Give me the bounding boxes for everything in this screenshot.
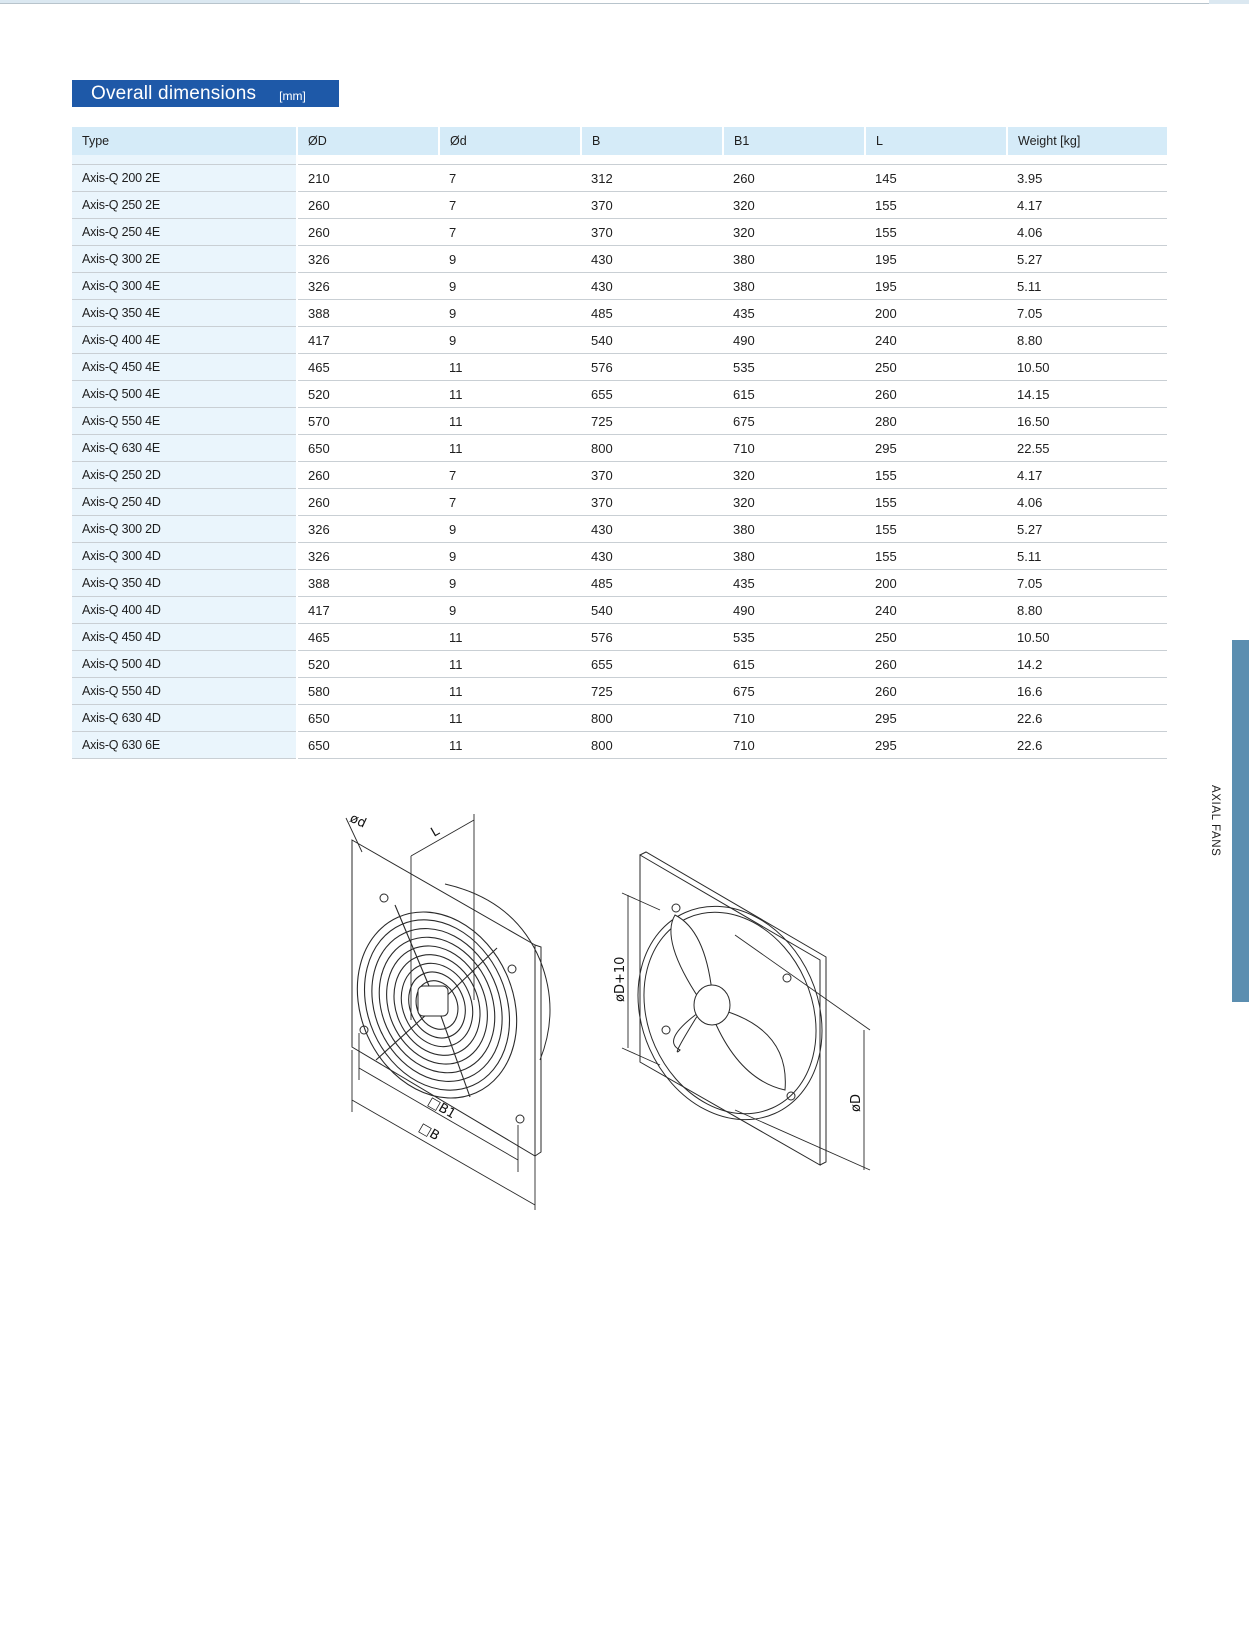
type-cell: Axis-Q 300 4E [72,273,297,300]
value-cell: 280 [865,408,1007,435]
section-title-unit: [mm] [279,89,306,103]
value-cell: 9 [439,327,581,354]
value-cell: 485 [581,570,723,597]
value-cell: 295 [865,435,1007,462]
value-cell: 388 [297,570,439,597]
table-row [72,354,1167,381]
value-cell: 650 [297,435,439,462]
value-cell: 570 [297,408,439,435]
value-cell: 155 [865,462,1007,489]
value-cell: 295 [865,732,1007,759]
type-cell: Axis-Q 250 2E [72,192,297,219]
value-cell: 430 [581,246,723,273]
value-cell: 9 [439,570,581,597]
type-cell: Axis-Q 250 2D [72,462,297,489]
value-cell: 260 [865,678,1007,705]
value-cell: 800 [581,435,723,462]
table-row [72,705,1167,732]
value-cell: 240 [865,597,1007,624]
column-header: L [865,127,1007,155]
rear-mount-hole-2 [783,974,791,982]
value-cell: 260 [723,165,865,192]
column-header: B [581,127,723,155]
type-cell: Axis-Q 500 4E [72,381,297,408]
value-cell: 260 [865,651,1007,678]
value-cell: 22.6 [1007,732,1167,759]
value-cell: 7 [439,192,581,219]
value-cell: 9 [439,543,581,570]
type-cell: Axis-Q 630 4D [72,705,297,732]
value-cell: 7 [439,165,581,192]
type-cell: Axis-Q 500 4D [72,651,297,678]
value-cell: 417 [297,327,439,354]
value-cell: 7.05 [1007,570,1167,597]
value-cell: 540 [581,597,723,624]
value-cell: 4.06 [1007,489,1167,516]
label-L: L [428,823,443,841]
value-cell: 576 [581,354,723,381]
value-cell: 5.11 [1007,543,1167,570]
value-cell: 380 [723,246,865,273]
type-cell: Axis-Q 450 4E [72,354,297,381]
value-cell: 260 [297,489,439,516]
value-cell: 520 [297,651,439,678]
value-cell: 195 [865,246,1007,273]
blade-2 [714,1010,785,1090]
value-cell: 490 [723,597,865,624]
value-cell: 388 [297,300,439,327]
type-cell: Axis-Q 630 6E [72,732,297,759]
value-cell: 11 [439,354,581,381]
side-tab [1232,640,1249,1002]
value-cell: 4.17 [1007,462,1167,489]
value-cell: 11 [439,678,581,705]
value-cell: 430 [581,273,723,300]
table-row [72,219,1167,246]
rear-mount-hole-1 [672,904,680,912]
value-cell: 326 [297,543,439,570]
table-row [72,462,1167,489]
value-cell: 370 [581,219,723,246]
value-cell: 710 [723,705,865,732]
value-cell: 580 [297,678,439,705]
table-row [72,678,1167,705]
value-cell: 655 [581,651,723,678]
value-cell: 155 [865,543,1007,570]
table-row [72,435,1167,462]
value-cell: 380 [723,516,865,543]
value-cell: 417 [297,597,439,624]
value-cell: 320 [723,462,865,489]
value-cell: 370 [581,462,723,489]
value-cell: 320 [723,489,865,516]
value-cell: 435 [723,570,865,597]
value-cell: 370 [581,192,723,219]
top-tab-right [1209,0,1249,4]
fan-dimension-drawing [330,810,890,1210]
column-header: B1 [723,127,865,155]
label-D-plus-10: øD+10 [613,956,628,1002]
value-cell: 11 [439,435,581,462]
value-cell: 320 [723,219,865,246]
value-cell: 326 [297,516,439,543]
value-cell: 11 [439,651,581,678]
table-row [72,381,1167,408]
type-cell: Axis-Q 350 4E [72,300,297,327]
dimensions-table [72,127,1167,759]
mount-hole-bottom-right [516,1115,524,1123]
table-row [72,489,1167,516]
value-cell: 7.05 [1007,300,1167,327]
value-cell: 195 [865,273,1007,300]
table-row [72,732,1167,759]
column-header: Weight [kg] [1007,127,1167,155]
value-cell: 725 [581,408,723,435]
type-cell: Axis-Q 300 2D [72,516,297,543]
value-cell: 260 [297,462,439,489]
value-cell: 5.11 [1007,273,1167,300]
value-cell: 250 [865,354,1007,381]
value-cell: 200 [865,300,1007,327]
value-cell: 465 [297,624,439,651]
mount-hole-top-left [380,894,388,902]
type-cell: Axis-Q 400 4D [72,597,297,624]
value-cell: 540 [581,327,723,354]
value-cell: 4.06 [1007,219,1167,246]
value-cell: 710 [723,732,865,759]
value-cell: 465 [297,354,439,381]
type-cell: Axis-Q 450 4D [72,624,297,651]
value-cell: 615 [723,651,865,678]
value-cell: 260 [297,219,439,246]
label-D: øD [849,1094,864,1112]
table-row [72,624,1167,651]
value-cell: 520 [297,381,439,408]
value-cell: 155 [865,516,1007,543]
rear-hub [694,985,730,1025]
table-row [72,597,1167,624]
table-row [72,273,1167,300]
value-cell: 370 [581,489,723,516]
column-header: Type [72,127,297,155]
value-cell: 22.55 [1007,435,1167,462]
value-cell: 380 [723,543,865,570]
value-cell: 240 [865,327,1007,354]
rear-mount-hole-4 [662,1026,670,1034]
value-cell: 430 [581,516,723,543]
value-cell: 320 [723,192,865,219]
value-cell: 435 [723,300,865,327]
value-cell: 11 [439,381,581,408]
value-cell: 11 [439,732,581,759]
value-cell: 535 [723,624,865,651]
value-cell: 10.50 [1007,354,1167,381]
table-row [72,327,1167,354]
value-cell: 9 [439,516,581,543]
value-cell: 155 [865,219,1007,246]
value-cell: 16.50 [1007,408,1167,435]
value-cell: 576 [581,624,723,651]
value-cell: 800 [581,705,723,732]
value-cell: 7 [439,219,581,246]
table-row [72,543,1167,570]
type-cell: Axis-Q 550 4D [72,678,297,705]
type-cell: Axis-Q 250 4E [72,219,297,246]
section-title-text: Overall dimensions [91,82,257,104]
value-cell: 7 [439,489,581,516]
type-cell: Axis-Q 300 2E [72,246,297,273]
value-cell: 490 [723,327,865,354]
value-cell: 8.80 [1007,327,1167,354]
value-cell: 11 [439,624,581,651]
value-cell: 725 [581,678,723,705]
type-cell: Axis-Q 550 4E [72,408,297,435]
value-cell: 8.80 [1007,597,1167,624]
side-tab-label: AXIAL FANS [1209,785,1221,857]
value-cell: 312 [581,165,723,192]
value-cell: 14.15 [1007,381,1167,408]
value-cell: 710 [723,435,865,462]
fan-rear-view [605,852,855,1165]
value-cell: 5.27 [1007,516,1167,543]
value-cell: 615 [723,381,865,408]
value-cell: 800 [581,732,723,759]
type-cell: Axis-Q 630 4E [72,435,297,462]
table-row [72,192,1167,219]
value-cell: 22.6 [1007,705,1167,732]
value-cell: 485 [581,300,723,327]
value-cell: 9 [439,246,581,273]
mount-hole-top-right [508,965,516,973]
table-row [72,246,1167,273]
value-cell: 326 [297,246,439,273]
value-cell: 650 [297,705,439,732]
value-cell: 5.27 [1007,246,1167,273]
value-cell: 260 [297,192,439,219]
type-cell: Axis-Q 400 4E [72,327,297,354]
value-cell: 250 [865,624,1007,651]
value-cell: 3.95 [1007,165,1167,192]
value-cell: 4.17 [1007,192,1167,219]
value-cell: 295 [865,705,1007,732]
table-row [72,651,1167,678]
value-cell: 210 [297,165,439,192]
rear-plate-edge [640,852,826,1165]
type-cell: Axis-Q 250 4D [72,489,297,516]
value-cell: 11 [439,705,581,732]
value-cell: 675 [723,408,865,435]
value-cell: 380 [723,273,865,300]
value-cell: 7 [439,462,581,489]
type-cell: Axis-Q 300 4D [72,543,297,570]
table-row [72,300,1167,327]
front-plate-edge [535,945,541,1156]
value-cell: 155 [865,489,1007,516]
value-cell: 430 [581,543,723,570]
table-header-row [72,127,1167,155]
value-cell: 535 [723,354,865,381]
table-row [72,165,1167,192]
section-title [72,80,339,107]
value-cell: 14.2 [1007,651,1167,678]
value-cell: 675 [723,678,865,705]
type-cell: Axis-Q 200 2E [72,165,297,192]
label-B: □B [416,1120,442,1145]
value-cell: 10.50 [1007,624,1167,651]
top-rule [0,3,1249,4]
table-row [72,570,1167,597]
value-cell: 155 [865,192,1007,219]
label-B1: □B1 [425,1094,459,1123]
table-body [72,155,1167,759]
type-cell: Axis-Q 350 4D [72,570,297,597]
motor-hub [418,986,448,1016]
value-cell: 200 [865,570,1007,597]
header-spacer-row [72,155,1167,165]
value-cell: 9 [439,273,581,300]
value-cell: 9 [439,300,581,327]
value-cell: 655 [581,381,723,408]
value-cell: 16.6 [1007,678,1167,705]
value-cell: 9 [439,597,581,624]
value-cell: 11 [439,408,581,435]
label-d: ød [347,811,369,832]
value-cell: 326 [297,273,439,300]
column-header: Ød [439,127,581,155]
value-cell: 260 [865,381,1007,408]
table-row [72,516,1167,543]
column-header: ØD [297,127,439,155]
value-cell: 145 [865,165,1007,192]
table-row [72,408,1167,435]
value-cell: 650 [297,732,439,759]
